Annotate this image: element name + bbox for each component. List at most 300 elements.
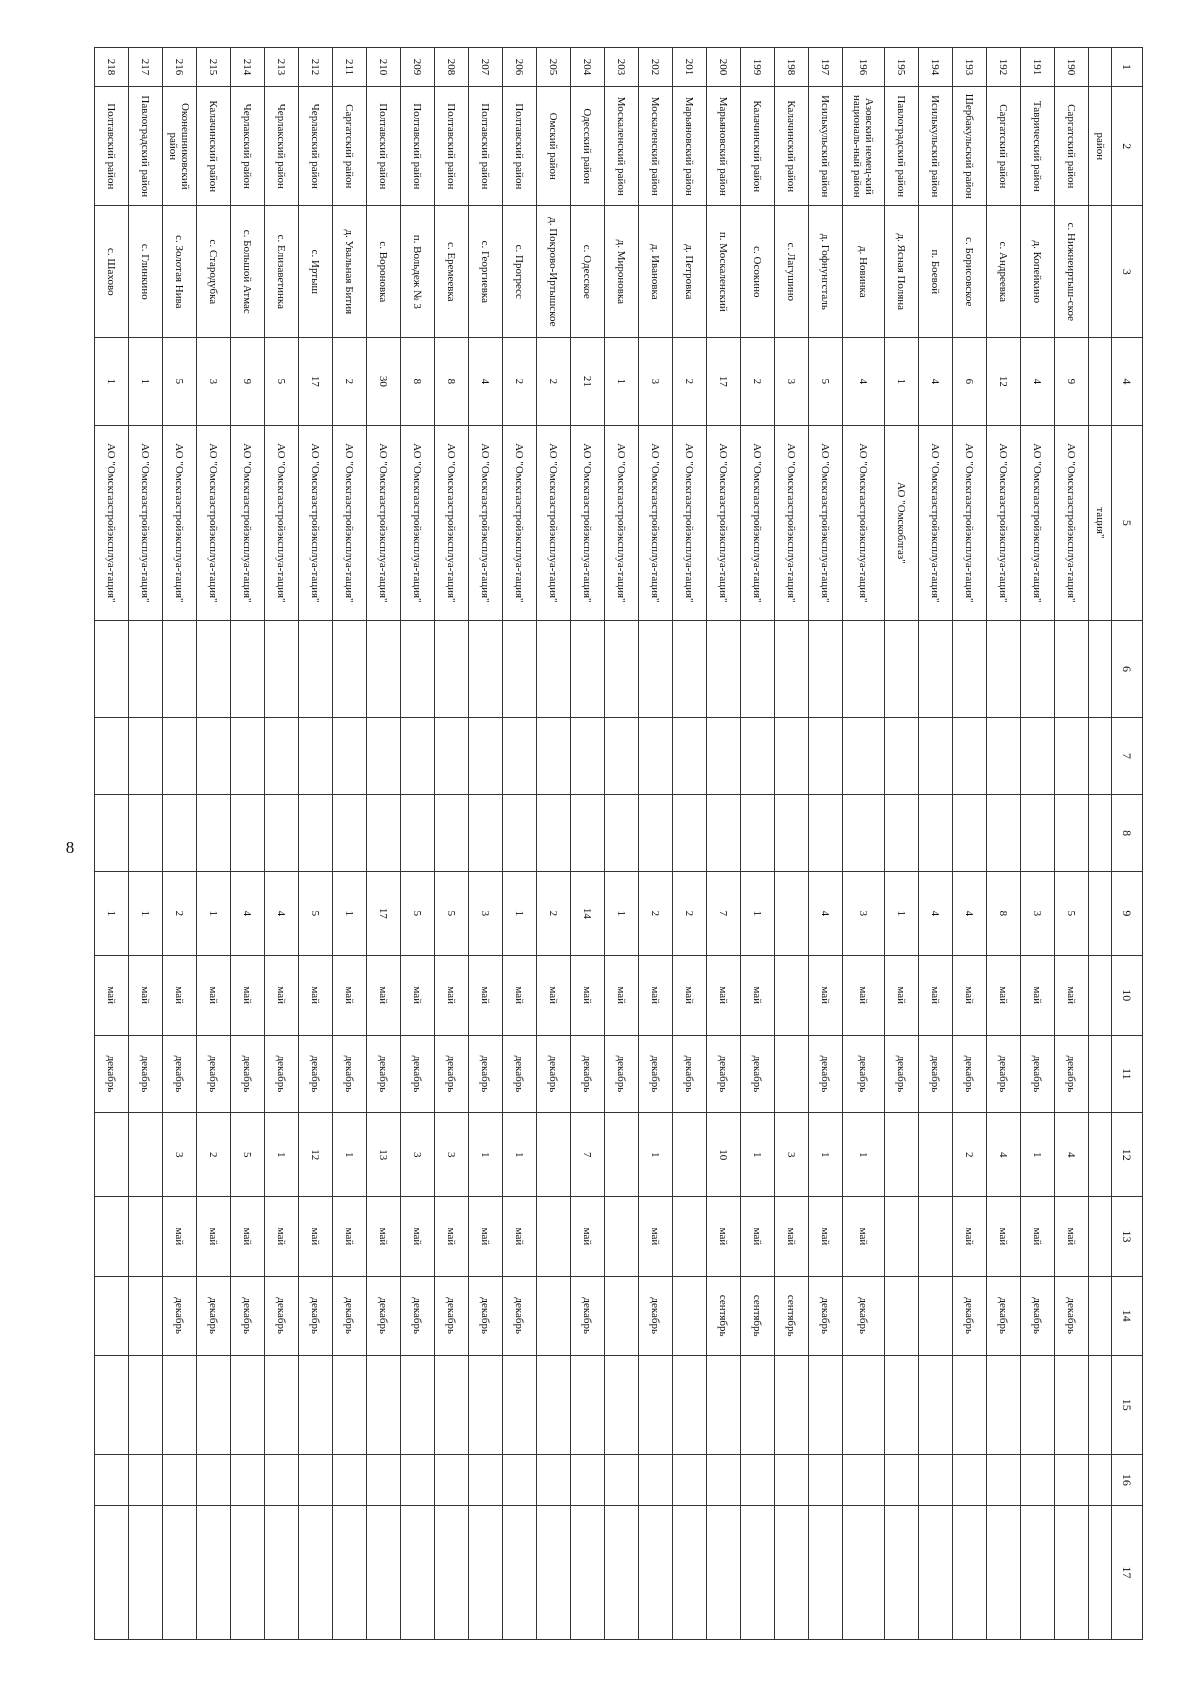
col-16-cell (639, 1454, 673, 1505)
settlement-cell: с. Борисовское (953, 206, 987, 338)
col-14-month-cell: декабрь (639, 1276, 673, 1355)
col-17-cell (1055, 1506, 1089, 1640)
table-row (843, 48, 885, 1640)
col-12-cell: 1 (333, 1113, 367, 1197)
district-cell: Оконешниковский район (163, 87, 197, 206)
col-6-cell (919, 621, 953, 718)
col-11-month-cell: декабрь (367, 1035, 401, 1112)
col-6-cell (639, 621, 673, 718)
col-13-month-cell (129, 1197, 163, 1276)
district-cell: Полтавский район (469, 87, 503, 206)
col-9-cell: 3 (469, 872, 503, 955)
col-17-cell (129, 1506, 163, 1640)
col-10-month-cell: май (571, 955, 605, 1035)
col-8-cell (401, 795, 435, 872)
settlement-cell: с. Еремеевка (435, 206, 469, 338)
count-cell: 5 (809, 338, 843, 425)
district-cell: Саргатский район (1055, 87, 1089, 206)
count-cell: 1 (605, 338, 639, 425)
col-8-cell (843, 795, 885, 872)
count-cell: 9 (231, 338, 265, 425)
col-12-cell: 1 (809, 1113, 843, 1197)
row-number-cell: 190 (1055, 48, 1089, 87)
col-15-cell (707, 1355, 741, 1454)
district-cell: Таврический район (1021, 87, 1055, 206)
district-cell: Исилькульский район (809, 87, 843, 206)
operator-cell: АО "Омскгазстройэксплуа-тация" (95, 425, 129, 621)
settlement-cell: с. Золотая Нива (163, 206, 197, 338)
settlement-cell: с. Стародубка (197, 206, 231, 338)
district-cell: Полтавский район (401, 87, 435, 206)
col-15-cell (639, 1355, 673, 1454)
col-15-cell (885, 1355, 919, 1454)
col-15-cell (129, 1355, 163, 1454)
col-9-cell: 8 (987, 872, 1021, 955)
column-number-7: 7 (1112, 717, 1143, 794)
col-8-cell (885, 795, 919, 872)
operator-cell: АО "Омскгазстройэксплуа-тация" (605, 425, 639, 621)
col-9-cell: 1 (197, 872, 231, 955)
col-11-month-cell: декабрь (605, 1035, 639, 1112)
col-7-cell (197, 717, 231, 794)
cell (1089, 1506, 1112, 1640)
column-number-5: 5 (1112, 425, 1143, 621)
col-7-cell (953, 717, 987, 794)
col-12-cell: 1 (265, 1113, 299, 1197)
table-row (265, 48, 299, 1640)
col-14-month-cell: сентябрь (741, 1276, 775, 1355)
col-8-cell (605, 795, 639, 872)
col-9-cell: 5 (299, 872, 333, 955)
table-row (469, 48, 503, 1640)
district-continuation: район (1089, 87, 1112, 206)
table-row (953, 48, 987, 1640)
row-number-cell: 194 (919, 48, 953, 87)
district-cell: Черлакский район (231, 87, 265, 206)
operator-continuation: тация" (1089, 425, 1112, 621)
col-6-cell (1055, 621, 1089, 718)
rotated-table-wrapper (87, 47, 1143, 1640)
cell (1089, 48, 1112, 87)
operator-cell: АО "Омскгазстройэксплуа-тация" (1021, 425, 1055, 621)
column-number-2: 2 (1112, 87, 1143, 206)
col-17-cell (401, 1506, 435, 1640)
col-15-cell (265, 1355, 299, 1454)
col-13-month-cell (605, 1197, 639, 1276)
col-15-cell (1021, 1355, 1055, 1454)
table-row (435, 48, 469, 1640)
col-13-month-cell: май (231, 1197, 265, 1276)
col-17-cell (775, 1506, 809, 1640)
col-12-cell: 1 (469, 1113, 503, 1197)
col-9-cell: 2 (673, 872, 707, 955)
col-7-cell (1021, 717, 1055, 794)
col-7-cell (707, 717, 741, 794)
col-15-cell (919, 1355, 953, 1454)
col-14-month-cell: декабрь (469, 1276, 503, 1355)
col-11-month-cell: декабрь (401, 1035, 435, 1112)
settlement-cell: с. Елизаветинка (265, 206, 299, 338)
column-number-13: 13 (1112, 1197, 1143, 1276)
table-row (809, 48, 843, 1640)
col-9-cell: 4 (265, 872, 299, 955)
col-17-cell (95, 1506, 129, 1640)
count-cell: 12 (987, 338, 1021, 425)
col-13-month-cell: май (707, 1197, 741, 1276)
col-14-month-cell: декабрь (435, 1276, 469, 1355)
col-12-cell: 10 (707, 1113, 741, 1197)
district-cell: Калачинский район (741, 87, 775, 206)
col-13-month-cell: май (333, 1197, 367, 1276)
col-16-cell (809, 1454, 843, 1505)
col-15-cell (571, 1355, 605, 1454)
col-15-cell (231, 1355, 265, 1454)
col-13-month-cell: май (1055, 1197, 1089, 1276)
col-13-month-cell (537, 1197, 571, 1276)
col-6-cell (231, 621, 265, 718)
col-15-cell (843, 1355, 885, 1454)
district-cell: Павлоградский район (885, 87, 919, 206)
col-15-cell (197, 1355, 231, 1454)
col-8-cell (163, 795, 197, 872)
count-cell: 1 (129, 338, 163, 425)
col-10-month-cell: май (265, 955, 299, 1035)
col-11-month-cell: декабрь (741, 1035, 775, 1112)
operator-cell: АО "Омскгазстройэксплуа-тация" (843, 425, 885, 621)
col-14-month-cell: декабрь (503, 1276, 537, 1355)
col-10-month-cell: май (1021, 955, 1055, 1035)
row-number-cell: 216 (163, 48, 197, 87)
district-cell: Павлоградский район (129, 87, 163, 206)
col-13-month-cell: май (197, 1197, 231, 1276)
col-17-cell (333, 1506, 367, 1640)
col-7-cell (299, 717, 333, 794)
operator-cell: АО "Омскгазстройэксплуа-тация" (231, 425, 265, 621)
col-13-month-cell: май (953, 1197, 987, 1276)
district-cell: Исилькульский район (919, 87, 953, 206)
col-8-cell (299, 795, 333, 872)
col-13-month-cell: май (435, 1197, 469, 1276)
col-14-month-cell: декабрь (231, 1276, 265, 1355)
col-17-cell (537, 1506, 571, 1640)
col-7-cell (95, 717, 129, 794)
col-9-cell: 1 (885, 872, 919, 955)
col-11-month-cell: декабрь (503, 1035, 537, 1112)
col-17-cell (435, 1506, 469, 1640)
col-16-cell (95, 1454, 129, 1505)
settlement-cell: д. Мироновка (605, 206, 639, 338)
col-13-month-cell: май (299, 1197, 333, 1276)
column-number-10: 10 (1112, 955, 1143, 1035)
col-14-month-cell: декабрь (1055, 1276, 1089, 1355)
col-7-cell (571, 717, 605, 794)
col-16-cell (367, 1454, 401, 1505)
col-11-month-cell: декабрь (1055, 1035, 1089, 1112)
count-cell: 17 (299, 338, 333, 425)
operator-cell: АО "Омскгазстройэксплуа-тация" (469, 425, 503, 621)
table-row (1021, 48, 1055, 1640)
settlement-cell: с. Одесское (571, 206, 605, 338)
col-8-cell (707, 795, 741, 872)
col-8-cell (537, 795, 571, 872)
cell (1089, 1197, 1112, 1276)
district-cell: Калачинский район (197, 87, 231, 206)
col-17-cell (885, 1506, 919, 1640)
col-13-month-cell: май (401, 1197, 435, 1276)
col-17-cell (707, 1506, 741, 1640)
col-14-month-cell: декабрь (1021, 1276, 1055, 1355)
settlement-cell: п. Боевой (919, 206, 953, 338)
col-10-month-cell: май (299, 955, 333, 1035)
col-16-cell (401, 1454, 435, 1505)
operator-cell: АО "Омскгазстройэксплуа-тация" (953, 425, 987, 621)
col-13-month-cell (919, 1197, 953, 1276)
cell (1089, 206, 1112, 338)
col-14-month-cell: декабрь (843, 1276, 885, 1355)
col-16-cell (163, 1454, 197, 1505)
col-8-cell (953, 795, 987, 872)
col-7-cell (673, 717, 707, 794)
col-9-cell: 14 (571, 872, 605, 955)
table-row (775, 48, 809, 1640)
operator-cell: АО "Омскгазстройэксплуа-тация" (571, 425, 605, 621)
col-14-month-cell: декабрь (197, 1276, 231, 1355)
col-16-cell (673, 1454, 707, 1505)
col-11-month-cell: декабрь (885, 1035, 919, 1112)
col-6-cell (333, 621, 367, 718)
gasification-schedule-table (94, 47, 1143, 1640)
col-16-cell (1055, 1454, 1089, 1505)
col-11-month-cell: декабрь (163, 1035, 197, 1112)
col-10-month-cell (775, 955, 809, 1035)
district-cell: Марьяновский район (673, 87, 707, 206)
count-cell: 1 (95, 338, 129, 425)
settlement-cell: п. Москаленский (707, 206, 741, 338)
row-number-cell: 198 (775, 48, 809, 87)
district-cell: Шербакульский район (953, 87, 987, 206)
col-10-month-cell: май (741, 955, 775, 1035)
district-cell: Москаленский район (639, 87, 673, 206)
col-15-cell (537, 1355, 571, 1454)
col-10-month-cell: май (95, 955, 129, 1035)
row-number-cell: 209 (401, 48, 435, 87)
count-cell: 2 (503, 338, 537, 425)
col-11-month-cell: декабрь (919, 1035, 953, 1112)
col-10-month-cell: май (503, 955, 537, 1035)
col-7-cell (163, 717, 197, 794)
count-cell: 4 (1021, 338, 1055, 425)
col-15-cell (741, 1355, 775, 1454)
operator-cell: АО "Омскгазстройэксплуа-тация" (741, 425, 775, 621)
col-9-cell: 4 (809, 872, 843, 955)
page-number: 8 (65, 838, 75, 857)
col-10-month-cell: май (537, 955, 571, 1035)
col-8-cell (1021, 795, 1055, 872)
settlement-cell: д. Копейкино (1021, 206, 1055, 338)
district-cell: Саргатский район (987, 87, 1021, 206)
table-row (333, 48, 367, 1640)
column-number-3: 3 (1112, 206, 1143, 338)
col-11-month-cell: декабрь (1021, 1035, 1055, 1112)
settlement-cell: с. Нижнеиртыш-ское (1055, 206, 1089, 338)
col-6-cell (1021, 621, 1055, 718)
table-row (401, 48, 435, 1640)
col-10-month-cell: май (919, 955, 953, 1035)
col-15-cell (299, 1355, 333, 1454)
col-17-cell (367, 1506, 401, 1640)
col-13-month-cell: май (741, 1197, 775, 1276)
count-cell: 3 (197, 338, 231, 425)
col-16-cell (333, 1454, 367, 1505)
col-17-cell (639, 1506, 673, 1640)
col-11-month-cell: декабрь (333, 1035, 367, 1112)
col-13-month-cell: май (163, 1197, 197, 1276)
count-cell: 6 (953, 338, 987, 425)
count-cell: 21 (571, 338, 605, 425)
col-10-month-cell: май (953, 955, 987, 1035)
col-6-cell (885, 621, 919, 718)
cell (1089, 1035, 1112, 1112)
col-7-cell (367, 717, 401, 794)
col-7-cell (1055, 717, 1089, 794)
settlement-cell: д. Гофнунгсталь (809, 206, 843, 338)
col-9-cell: 1 (95, 872, 129, 955)
table-row (673, 48, 707, 1640)
district-cell: Москаленский район (605, 87, 639, 206)
column-number-12: 12 (1112, 1113, 1143, 1197)
cell (1089, 795, 1112, 872)
col-6-cell (265, 621, 299, 718)
col-13-month-cell: май (503, 1197, 537, 1276)
operator-cell: АО "Омскгазстройэксплуа-тация" (537, 425, 571, 621)
col-16-cell (503, 1454, 537, 1505)
row-number-cell: 195 (885, 48, 919, 87)
col-10-month-cell: май (843, 955, 885, 1035)
col-7-cell (775, 717, 809, 794)
row-number-cell: 200 (707, 48, 741, 87)
col-8-cell (469, 795, 503, 872)
col-13-month-cell: май (265, 1197, 299, 1276)
table-row (367, 48, 401, 1640)
col-15-cell (953, 1355, 987, 1454)
col-14-month-cell (537, 1276, 571, 1355)
col-13-month-cell: май (843, 1197, 885, 1276)
col-14-month-cell: декабрь (333, 1276, 367, 1355)
col-7-cell (809, 717, 843, 794)
col-9-cell (775, 872, 809, 955)
col-17-cell (265, 1506, 299, 1640)
district-cell: Одесский район (571, 87, 605, 206)
table-row (537, 48, 571, 1640)
col-17-cell (843, 1506, 885, 1640)
district-cell: Полтавский район (503, 87, 537, 206)
count-cell: 4 (469, 338, 503, 425)
cell (1089, 338, 1112, 425)
settlement-cell: с. Вороновка (367, 206, 401, 338)
col-8-cell (503, 795, 537, 872)
col-6-cell (197, 621, 231, 718)
col-11-month-cell (775, 1035, 809, 1112)
col-16-cell (707, 1454, 741, 1505)
col-17-cell (987, 1506, 1021, 1640)
col-10-month-cell: май (707, 955, 741, 1035)
col-15-cell (987, 1355, 1021, 1454)
col-10-month-cell: май (673, 955, 707, 1035)
operator-cell: АО "Омскгазстройэксплуа-тация" (809, 425, 843, 621)
col-11-month-cell: декабрь (299, 1035, 333, 1112)
table-row (95, 48, 129, 1640)
column-number-14: 14 (1112, 1276, 1143, 1355)
col-17-cell (503, 1506, 537, 1640)
col-11-month-cell: декабрь (639, 1035, 673, 1112)
col-13-month-cell: май (367, 1197, 401, 1276)
operator-cell: АО "Омскгазстройэксплуа-тация" (673, 425, 707, 621)
col-6-cell (987, 621, 1021, 718)
col-10-month-cell: май (987, 955, 1021, 1035)
col-8-cell (197, 795, 231, 872)
row-number-cell: 197 (809, 48, 843, 87)
col-14-month-cell: декабрь (299, 1276, 333, 1355)
col-7-cell (231, 717, 265, 794)
col-15-cell (367, 1355, 401, 1454)
col-13-month-cell: май (775, 1197, 809, 1276)
col-12-cell (885, 1113, 919, 1197)
col-8-cell (265, 795, 299, 872)
col-11-month-cell: декабрь (571, 1035, 605, 1112)
row-number-cell: 215 (197, 48, 231, 87)
settlement-cell: д. Новинка (843, 206, 885, 338)
district-cell: Калачинский район (775, 87, 809, 206)
col-14-month-cell: декабрь (367, 1276, 401, 1355)
col-7-cell (129, 717, 163, 794)
table-row (197, 48, 231, 1640)
col-14-month-cell (673, 1276, 707, 1355)
col-6-cell (367, 621, 401, 718)
col-8-cell (775, 795, 809, 872)
col-9-cell: 4 (919, 872, 953, 955)
col-7-cell (503, 717, 537, 794)
col-13-month-cell (673, 1197, 707, 1276)
operator-cell: АО "Омскгазстройэксплуа-тация" (987, 425, 1021, 621)
table-row (639, 48, 673, 1640)
count-cell: 2 (673, 338, 707, 425)
district-cell: Саргатский район (333, 87, 367, 206)
row-number-cell: 214 (231, 48, 265, 87)
col-15-cell (605, 1355, 639, 1454)
cell (1089, 1355, 1112, 1454)
count-cell: 2 (741, 338, 775, 425)
cell (1089, 621, 1112, 718)
table-row (163, 48, 197, 1640)
count-cell: 30 (367, 338, 401, 425)
count-cell: 4 (843, 338, 885, 425)
col-9-cell: 3 (843, 872, 885, 955)
col-9-cell: 4 (231, 872, 265, 955)
col-6-cell (605, 621, 639, 718)
col-6-cell (571, 621, 605, 718)
col-10-month-cell: май (367, 955, 401, 1035)
col-8-cell (367, 795, 401, 872)
col-12-cell: 1 (1021, 1113, 1055, 1197)
col-14-month-cell: декабрь (987, 1276, 1021, 1355)
settlement-cell: с. Осокино (741, 206, 775, 338)
settlement-cell: д. Ивановка (639, 206, 673, 338)
operator-cell: АО "Омскгазстройэксплуа-тация" (197, 425, 231, 621)
col-10-month-cell: май (885, 955, 919, 1035)
operator-cell: АО "Омскгазстройэксплуа-тация" (775, 425, 809, 621)
col-9-cell: 2 (537, 872, 571, 955)
settlement-cell: с. Лагушино (775, 206, 809, 338)
